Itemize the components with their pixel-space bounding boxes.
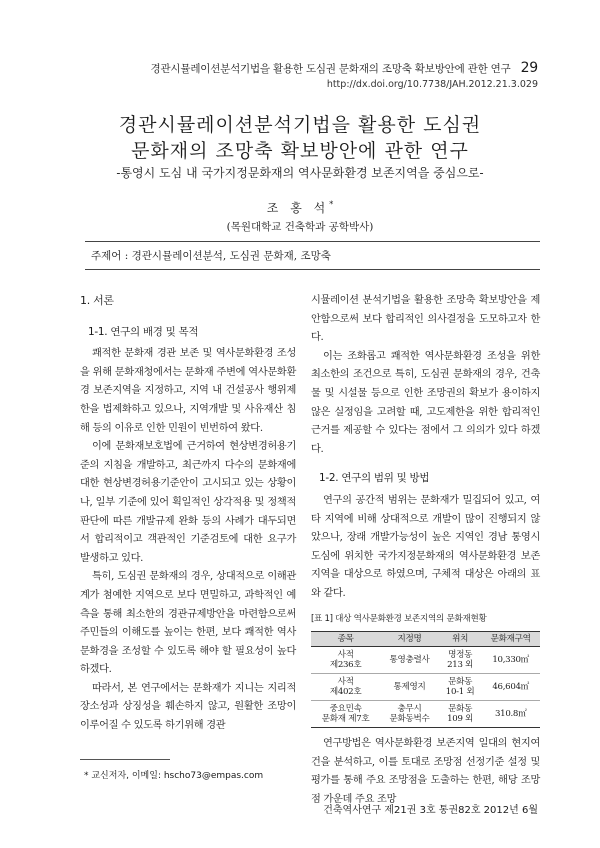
table-cell: 사적 제402호 (311, 674, 380, 701)
paragraph: 이에 문화재보호법에 근거하여 현상변경허용기준의 지침을 개발하고, 최근까지 다수의 문화재에 대한 현상변경허용기준안이 고시되고 있는 상황이나, 일부 기준에 있어 획일적인 상각적용 및 정책적 판단에 따른 개발규제 완화 등의 사례가 대두되면서 합리적이고 객관적인 기준검토에 대한 요구가 발생하고 있다. (80, 441, 296, 564)
page-number: 29 (520, 60, 538, 76)
table-cell: 문화동 109 외 (439, 701, 482, 728)
title-line-2: 문화재의 조망축 확보방안에 관한 연구 (131, 140, 469, 162)
running-title: 경관시뮬레이션분석기법을 활용한 도심권 문화재의 조망축 확보방안에 관한 연구 (150, 63, 511, 75)
paragraph: 이는 조화롭고 쾌적한 역사문화환경 조성을 위한 최소한의 조건으로 특히, 도심권 문화재의 경우, 건축물 및 시설물 등으로 인한 조망권의 확보가 용이하지 않은 실정임을 고려할 때, 고도제한을 위한 합리적인 근거를 제공할 수 있다는 점에서 그 의의가 있다 하겠다. (311, 350, 540, 455)
author-name: 조 홍 석 (266, 201, 330, 215)
table-caption: [표 1] 대상 역사문화환경 보존지역의 문화재현황 (311, 613, 487, 624)
doi-link[interactable]: http://dx.doi.org/10.7738/JAH.2012.21.3.029 (326, 79, 538, 90)
table-row (311, 647, 540, 674)
subsection-heading: 1-1. 연구의 배경 및 목적 (88, 325, 199, 338)
paragraph: 연구의 공간적 범위는 문화재가 밀집되어 있고, 여타 지역에 비해 상대적으로 개발이 많이 진행되지 않았으나, 장래 개발가능성이 높은 지역인 경남 통영시 도심에 위치한 국가지정문화재의 역사문화환경 보존지역을 대상으로 하였으며, 구체적 대상은 아래의 표와 같다. (311, 494, 540, 599)
table-header: 위치 (439, 632, 482, 647)
footnote-divider (80, 759, 170, 760)
table-cell: 중요민속 문화재 제7호 (311, 701, 380, 728)
table-cell: 통제영지 (380, 674, 439, 701)
subsection-heading: 1-2. 연구의 범위 및 방법 (319, 472, 430, 485)
author-mark: * (329, 200, 334, 209)
left-column (80, 292, 296, 736)
paper-subtitle: -통영시 도심 내 국가지정문화재의 역사문화환경 보존지역을 중심으로- (116, 166, 484, 180)
author-affiliation: (목원대학교 건축학과 공학박사) (226, 221, 374, 233)
author (60, 199, 540, 216)
paragraph: 쾌적한 문화재 경관 보존 및 역사문화환경 조성을 위해 문화재청에서는 문화재 주변에 역사문화환경 보존지역을 지정하고, 지역 내 건설공사 행위제한을 법제화하고 있으나, 지역개발 및 사유재산 침해 등의 이유로 인한 민원이 빈번하여 왔다. (80, 348, 296, 434)
table-row (311, 674, 540, 701)
table-cell: 10,330㎡ (481, 647, 540, 674)
table-header: 종목 (311, 632, 380, 647)
table-cell: 사적 제236호 (311, 647, 380, 674)
paragraph: 따라서, 본 연구에서는 문화재가 지니는 지리적 장소성과 상징성을 훼손하지 않고, 원활한 조망이 이루어질 수 있도록 하기위해 경관 (80, 682, 296, 732)
right-column (311, 292, 540, 809)
table-header: 지정명 (380, 632, 439, 647)
footnote: * 교신저자, 이메일: hscho73@empas.com (84, 771, 264, 781)
heritage-table (311, 631, 540, 728)
running-header (68, 60, 538, 76)
table-cell: 통영충렬사 (380, 647, 439, 674)
keywords: 주제어 : 경관시뮬레이션분석, 도심권 문화재, 조망축 (85, 241, 540, 270)
table-cell: 충무시 문화동벅수 (380, 701, 439, 728)
paragraph: 연구방법은 역사문화환경 보존지역 일대의 현지여건을 분석하고, 이를 토대로 조망점 선정기준 설정 및 평가를 통해 주요 조망점을 도출하는 한편, 해당 조망점 가운데 주요 조망 (311, 738, 540, 805)
title-line-1: 경관시뮬레이션분석기법을 활용한 도심권 (118, 114, 482, 136)
journal-footer: 건축역사연구 제21권 3호 통권82호 2012년 6월 (323, 805, 538, 816)
table-header: 문화재구역 (481, 632, 540, 647)
table-row (311, 701, 540, 728)
table-cell: 문화동 10-1 외 (439, 674, 482, 701)
table-cell: 명정동 213 외 (439, 647, 482, 674)
paper-title (60, 112, 540, 164)
section-heading: 1. 서론 (80, 294, 114, 307)
paragraph: 시뮬레이션 분석기법을 활용한 조망축 확보방안을 제안함으로써 보다 합리적인 의사결정을 도모하고자 한다. (311, 295, 540, 344)
table-cell: 310.8㎡ (481, 701, 540, 728)
table-cell: 46,604㎡ (481, 674, 540, 701)
paragraph: 특히, 도심권 문화재의 경우, 상대적으로 이해관계가 첨예한 지역으로 보다 면밀하고, 과학적인 예측을 통해 최소한의 경관규제방안을 마련함으로써 주민들의 이해도를 높이는 한편, 보다 쾌적한 역사문화경을 조성할 수 있도록 해야 할 필요성이 높다 하겠다. (80, 571, 296, 676)
